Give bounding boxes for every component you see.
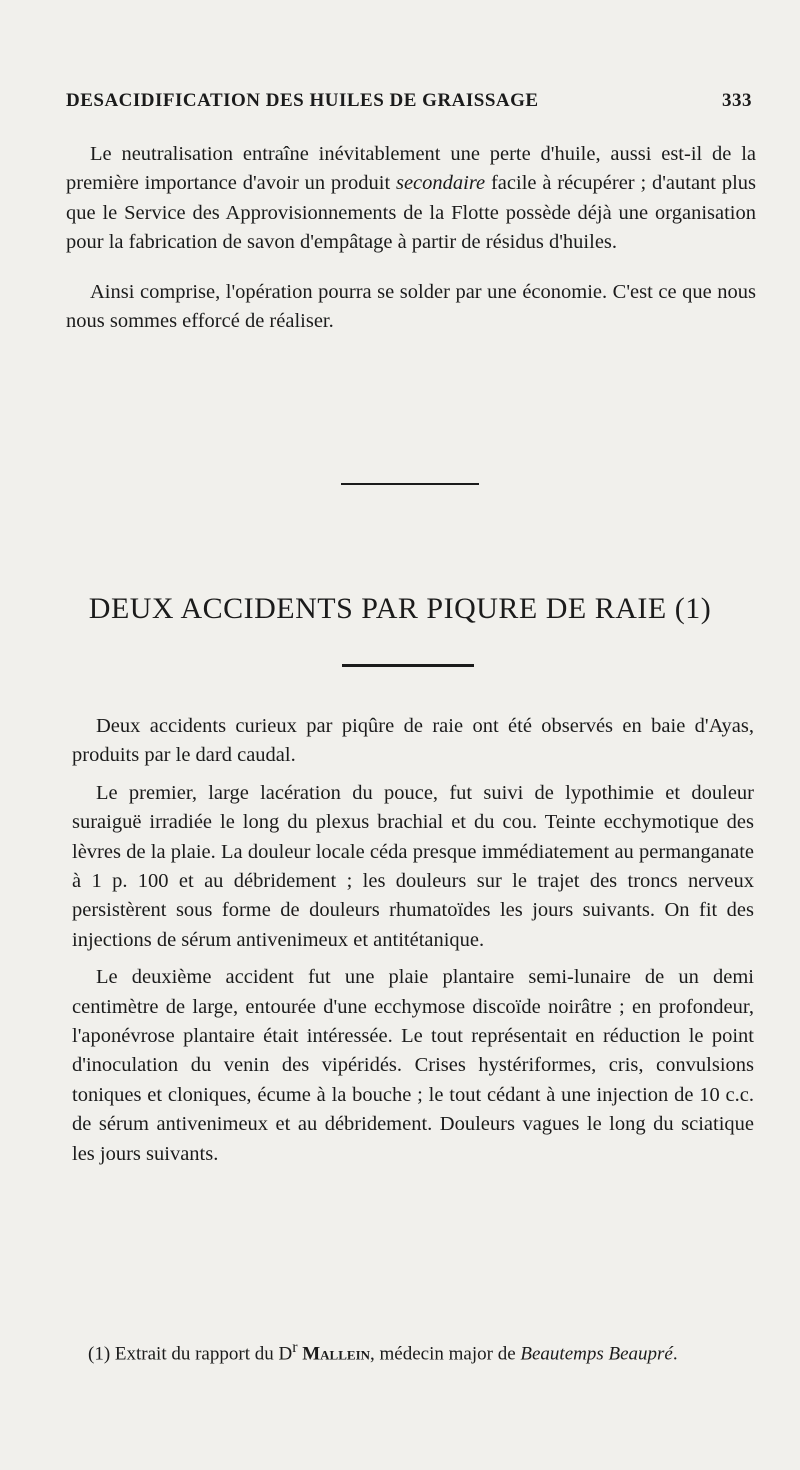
closing-text-block (66, 140, 756, 336)
footnote: (1) Extrait du rapport du $D^r$ Mallein, médecin major de Beautemps Beaupré. (88, 1339, 678, 1365)
paragraph-intro: Deux accidents curieux par piqûre de raie ont été observés en baie d'Ayas, produits par le dard caudal. (72, 715, 754, 767)
paragraph-first-accident: Le premier, large lacération du pouce, fut suivi de lypothimie et douleur suraiguë irradiée le long du plexus brachial et du cou. Teinte ecchymotique des lèvres de la plaie. La douleur locale céda presque immédiatement au permanganate à 1 p. 100 et au débridement ; les douleurs sur le trajet des troncs nerveux persistèrent sous forme de douleurs rhumatoïdes les jours suivants. On fit des injections de sérum antivenimeux et antitétanique. (72, 781, 754, 951)
paragraph-second-accident: Le deuxième accident fut une plaie plantaire semi-lunaire de un demi centimètre de large, entourée d'une ecchymose discoïde noirâtre ; en profondeur, l'aponévrose plantaire était intéressée. Le tout représentait en réduction le point d'inoculation du venin des vipéridés. Crises hystériformes, cris, convulsions toniques et cloniques, écume à la bouche ; le tout cédant à une injection de 10 c.c. de sérum antivenimeux et au débridement. Douleurs vagues le long du sciatique les jours suivants. (72, 966, 754, 1165)
footnote-author: Mallein (302, 1343, 371, 1365)
article-body (72, 712, 754, 1169)
running-title: DESACIDIFICATION DES HUILES DE GRAISSAGE (66, 90, 539, 111)
title-underline (342, 664, 474, 667)
section-divider (341, 483, 479, 485)
paragraph-neutralisation: Le neutralisation entraîne inévitablement une perte d'huile, aussi est-il de la première importance d'avoir un produit secondaire facile à récupérer ; d'autant plus que le Service des Approvisionnements de la Flotte possède déjà une organisation pour la fabrication de savon d'empâtage à partir de résidus d'huiles. (66, 143, 756, 254)
page-number: 333 (722, 90, 752, 111)
paragraph-conclusion: Ainsi comprise, l'opération pourra se solder par une économie. C'est ce que nous nous sommes efforcé de réaliser. (66, 280, 756, 333)
article-title: DEUX ACCIDENTS PAR PIQURE DE RAIE (1) (88, 592, 712, 625)
footnote-ship-name: Beautemps Beaupré (520, 1343, 673, 1365)
emphasis-secondaire: secondaire (395, 172, 486, 195)
running-header (66, 90, 752, 112)
